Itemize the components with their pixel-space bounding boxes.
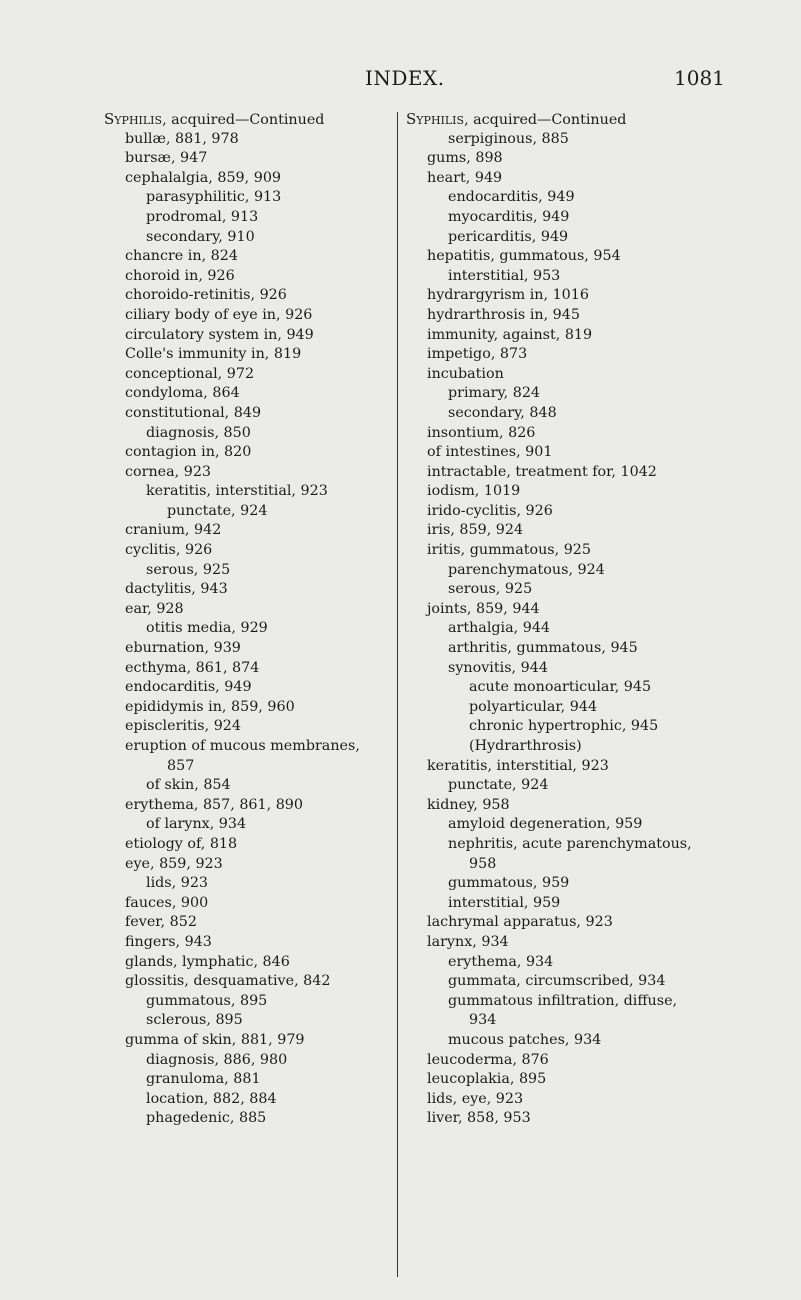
- index-entry-text: iritis, gummatous, 925: [427, 542, 591, 559]
- index-entry-text: keratitis, interstitial, 923: [427, 757, 609, 774]
- index-entry: [406, 521, 726, 541]
- index-entry: [406, 1011, 726, 1031]
- index-entry-text: dactylitis, 943: [125, 581, 228, 598]
- index-entry: [104, 306, 404, 326]
- index-entry: [406, 365, 726, 385]
- index-entry-text: (Hydrarthrosis): [469, 738, 582, 754]
- index-entry: [104, 796, 404, 816]
- index-entry-text: serpiginous, 885: [448, 130, 569, 147]
- index-entry-text: liver, 858, 953: [427, 1110, 531, 1127]
- index-entry-text: interstitial, 953: [448, 267, 561, 284]
- index-entry: [104, 972, 404, 992]
- index-entry-text: phagedenic, 885: [146, 1110, 267, 1127]
- index-entry-text: ciliary body of eye in, 926: [125, 306, 313, 323]
- index-entry-text: location, 882, 884: [146, 1090, 277, 1107]
- index-entry: [406, 992, 726, 1012]
- index-entry: [406, 286, 726, 306]
- index-entry-text: gumma of skin, 881, 979: [125, 1031, 305, 1048]
- index-entry: [406, 933, 726, 953]
- index-entry: [104, 1090, 404, 1110]
- index-entry: [104, 659, 404, 679]
- index-entry: [406, 1090, 726, 1110]
- index-entry: [406, 306, 726, 326]
- index-column-left: [104, 110, 404, 1129]
- index-entry: [104, 384, 404, 404]
- index-entry: [104, 188, 404, 208]
- index-entry-text: cephalalgia, 859, 909: [125, 169, 282, 186]
- index-entry-text: eye, 859, 923: [125, 855, 223, 872]
- index-entry: [406, 796, 726, 816]
- index-entry-text: arthritis, gummatous, 945: [448, 640, 638, 657]
- index-entry-text: lachrymal apparatus, 923: [427, 914, 613, 931]
- index-entry: [104, 757, 404, 777]
- index-entry: [406, 208, 726, 228]
- index-entry: [406, 345, 726, 365]
- index-entry-text: of larynx, 934: [146, 816, 247, 833]
- index-entry-text: parenchymatous, 924: [448, 561, 605, 578]
- index-entry-text: Colle's immunity in, 819: [125, 346, 302, 363]
- index-heading: Syphilis: [406, 110, 465, 128]
- index-entry: [406, 639, 726, 659]
- index-entry-text: ear, 928: [125, 600, 184, 617]
- index-entry-text: endocarditis, 949: [125, 679, 252, 696]
- index-entry: [104, 521, 404, 541]
- index-entry-text: etiology of, 818: [125, 835, 238, 852]
- index-entry: [406, 384, 726, 404]
- index-entry: [406, 874, 726, 894]
- index-entry: [104, 933, 404, 953]
- index-entry-text: acute monoarticular, 945: [469, 679, 652, 696]
- index-entry-text: secondary, 848: [448, 404, 557, 421]
- index-entry-text: erythema, 934: [448, 953, 554, 970]
- index-entry-text: gummata, circumscribed, 934: [448, 973, 666, 990]
- index-entry-text: circulatory system in, 949: [125, 326, 314, 343]
- index-entry-text: ecthyma, 861, 874: [125, 659, 260, 676]
- index-entry: [406, 404, 726, 424]
- index-entry-text: erythema, 857, 861, 890: [125, 796, 303, 813]
- index-entry: [406, 247, 726, 267]
- index-entry-text: incubation: [427, 365, 504, 382]
- index-entry-text: cornea, 923: [125, 463, 212, 480]
- index-entry-text: secondary, 910: [146, 228, 255, 245]
- index-entry: [406, 1051, 726, 1071]
- index-entry-text: gummatous, 895: [146, 992, 268, 1009]
- index-entry: [406, 600, 726, 620]
- index-entry: [406, 972, 726, 992]
- index-entry: [406, 678, 726, 698]
- index-entry: [406, 228, 726, 248]
- index-entry: [406, 110, 726, 130]
- index-entry-text: otitis media, 929: [146, 620, 268, 637]
- index-entry: [104, 404, 404, 424]
- index-entry-text: immunity, against, 819: [427, 326, 593, 343]
- index-entry-text: glossitis, desquamative, 842: [125, 973, 331, 990]
- index-entry: [406, 757, 726, 777]
- index-entry-text: prodromal, 913: [146, 208, 259, 225]
- index-entry-text: constitutional, 849: [125, 404, 262, 421]
- index-entry-text: hydrargyrism in, 1016: [427, 287, 589, 304]
- index-entry-text: parasyphilitic, 913: [146, 189, 282, 206]
- index-heading: Syphilis: [104, 110, 163, 128]
- index-entry-text: choroido-retinitis, 926: [125, 287, 287, 304]
- index-entry: [104, 1031, 404, 1051]
- index-entry-text: bullæ, 881, 978: [125, 130, 239, 147]
- index-entry: [104, 913, 404, 933]
- index-entry: [104, 619, 404, 639]
- index-entry: [406, 953, 726, 973]
- index-entry: [104, 443, 404, 463]
- index-entry-text: intractable, treatment for, 1042: [427, 463, 657, 480]
- index-entry-text: bursæ, 947: [125, 150, 208, 167]
- index-entry-text: fauces, 900: [125, 894, 209, 911]
- index-entry: [104, 482, 404, 502]
- index-entry-text: serous, 925: [146, 561, 231, 578]
- index-entry: [406, 326, 726, 346]
- index-entry-text: joints, 859, 944: [427, 600, 540, 617]
- page-header: [0, 66, 801, 90]
- index-entry-text: punctate, 924: [167, 502, 268, 519]
- index-entry-text: keratitis, interstitial, 923: [146, 483, 328, 500]
- index-entry: [406, 1109, 726, 1129]
- index-entry-text: eburnation, 939: [125, 640, 241, 657]
- index-entry: [406, 737, 726, 757]
- index-entry-text: nephritis, acute parenchymatous,: [448, 835, 692, 852]
- index-entry-text: serous, 925: [448, 581, 533, 598]
- index-entry-text: myocarditis, 949: [448, 208, 570, 225]
- index-entry: [104, 737, 404, 757]
- index-entry: [104, 267, 404, 287]
- index-entry-text: granuloma, 881: [146, 1071, 261, 1088]
- index-entry: [406, 815, 726, 835]
- index-entry: [406, 776, 726, 796]
- index-entry-text: kidney, 958: [427, 796, 510, 813]
- index-entry: [104, 228, 404, 248]
- index-entry: [104, 717, 404, 737]
- index-entry-text: epididymis in, 859, 960: [125, 698, 295, 715]
- index-entry: [104, 855, 404, 875]
- index-entry-text: diagnosis, 886, 980: [146, 1051, 288, 1068]
- index-entry: [406, 1070, 726, 1090]
- index-entry-text: punctate, 924: [448, 777, 549, 794]
- index-entry: [406, 659, 726, 679]
- page-number: 1081: [674, 66, 725, 90]
- index-entry: [104, 953, 404, 973]
- index-entry: [406, 894, 726, 914]
- index-entry-text: diagnosis, 850: [146, 424, 251, 441]
- index-entry: [406, 913, 726, 933]
- index-entry: [104, 541, 404, 561]
- index-entry-text: synovitis, 944: [448, 659, 548, 676]
- index-entry-text: irido-cyclitis, 926: [427, 502, 553, 519]
- index-entry: [104, 600, 404, 620]
- index-entry-text: fingers, 943: [125, 933, 212, 950]
- index-entry: [104, 345, 404, 365]
- index-entry-text: pericarditis, 949: [448, 228, 569, 245]
- index-entry-text: fever, 852: [125, 914, 197, 931]
- index-entry: [104, 1051, 404, 1071]
- index-entry-text: leucoderma, 876: [427, 1051, 549, 1068]
- index-entry-text: choroid in, 926: [125, 267, 235, 284]
- index-entry-text: cranium, 942: [125, 522, 222, 539]
- index-entry: [406, 482, 726, 502]
- index-entry: [104, 424, 404, 444]
- index-entry-text: episcleritis, 924: [125, 718, 242, 735]
- index-entry-text: gummatous infiltration, diffuse,: [448, 992, 678, 1009]
- index-entry-text: cyclitis, 926: [125, 542, 213, 559]
- index-entry-text: chronic hypertrophic, 945: [469, 718, 659, 735]
- index-column-right: [406, 110, 726, 1129]
- page-title: INDEX.: [365, 66, 445, 90]
- index-entry-text: of skin, 854: [146, 777, 231, 794]
- index-entry: [406, 561, 726, 581]
- index-entry: [104, 992, 404, 1012]
- index-entry-text: sclerous, 895: [146, 1012, 243, 1029]
- index-entry-text: gummatous, 959: [448, 875, 570, 892]
- index-entry: [104, 1109, 404, 1129]
- index-entry: [104, 894, 404, 914]
- index-entry: [104, 1070, 404, 1090]
- index-entry: [406, 188, 726, 208]
- index-entry-text: arthalgia, 944: [448, 620, 551, 637]
- index-entry: [406, 835, 726, 855]
- index-entry-text: hydrarthrosis in, 945: [427, 306, 580, 323]
- index-entry-text: larynx, 934: [427, 933, 509, 950]
- index-entry-text: glands, lymphatic, 846: [125, 953, 290, 970]
- index-entry: [406, 698, 726, 718]
- index-entry-text: iodism, 1019: [427, 483, 521, 500]
- index-entry-text: heart, 949: [427, 169, 503, 186]
- index-entry: [104, 365, 404, 385]
- index-entry: [406, 619, 726, 639]
- index-entry: [104, 286, 404, 306]
- index-entry-text: interstitial, 959: [448, 894, 561, 911]
- index-entry: [406, 717, 726, 737]
- index-entry: [104, 502, 404, 522]
- index-entry-text: 934: [469, 1012, 497, 1029]
- index-entry-text: polyarticular, 944: [469, 698, 598, 715]
- index-entry-text: , acquired—Continued: [162, 112, 325, 128]
- index-entry: [406, 1031, 726, 1051]
- index-entry: [104, 110, 404, 130]
- index-entry-text: mucous patches, 934: [448, 1031, 602, 1048]
- index-entry-text: endocarditis, 949: [448, 189, 575, 206]
- index-entry: [104, 815, 404, 835]
- index-entry: [104, 326, 404, 346]
- index-entry: [406, 580, 726, 600]
- index-entry: [104, 169, 404, 189]
- index-entry: [406, 267, 726, 287]
- index-entry-text: leucoplakia, 895: [427, 1071, 547, 1088]
- index-entry-text: condyloma, 864: [125, 385, 240, 402]
- index-entry: [406, 443, 726, 463]
- index-entry: [104, 208, 404, 228]
- index-entry-text: 958: [469, 855, 497, 872]
- index-entry: [406, 130, 726, 150]
- index-entry-text: , acquired—Continued: [464, 112, 627, 128]
- index-entry: [104, 247, 404, 267]
- index-entry-text: lids, eye, 923: [427, 1090, 524, 1107]
- index-entry: [104, 561, 404, 581]
- index-entry-text: gums, 898: [427, 150, 503, 167]
- index-entry: [406, 463, 726, 483]
- index-entry-text: lids, 923: [146, 875, 209, 892]
- index-entry-text: hepatitis, gummatous, 954: [427, 248, 621, 265]
- index-entry: [104, 580, 404, 600]
- index-entry-text: chancre in, 824: [125, 248, 238, 265]
- index-entry: [104, 149, 404, 169]
- index-entry-text: iris, 859, 924: [427, 522, 524, 539]
- index-entry: [406, 855, 726, 875]
- index-entry: [104, 678, 404, 698]
- index-entry: [406, 424, 726, 444]
- index-entry-text: insontium, 826: [427, 424, 536, 441]
- index-entry-text: eruption of mucous membranes,: [125, 738, 360, 754]
- index-entry: [104, 698, 404, 718]
- index-entry: [104, 835, 404, 855]
- index-entry: [406, 502, 726, 522]
- index-entry: [104, 639, 404, 659]
- index-entry-text: amyloid degeneration, 959: [448, 816, 643, 833]
- index-entry-text: primary, 824: [448, 385, 541, 402]
- index-entry-text: 857: [167, 757, 195, 774]
- index-entry: [104, 463, 404, 483]
- index-entry: [406, 169, 726, 189]
- index-entry-text: of intestines, 901: [427, 444, 553, 461]
- index-entry: [406, 149, 726, 169]
- index-entry: [104, 776, 404, 796]
- index-entry: [104, 130, 404, 150]
- index-entry: [104, 1011, 404, 1031]
- index-entry: [104, 874, 404, 894]
- column-divider: [397, 112, 398, 1277]
- index-entry-text: contagion in, 820: [125, 444, 252, 461]
- index-entry-text: conceptional, 972: [125, 365, 255, 382]
- index-entry-text: impetigo, 873: [427, 346, 528, 363]
- index-entry: [406, 541, 726, 561]
